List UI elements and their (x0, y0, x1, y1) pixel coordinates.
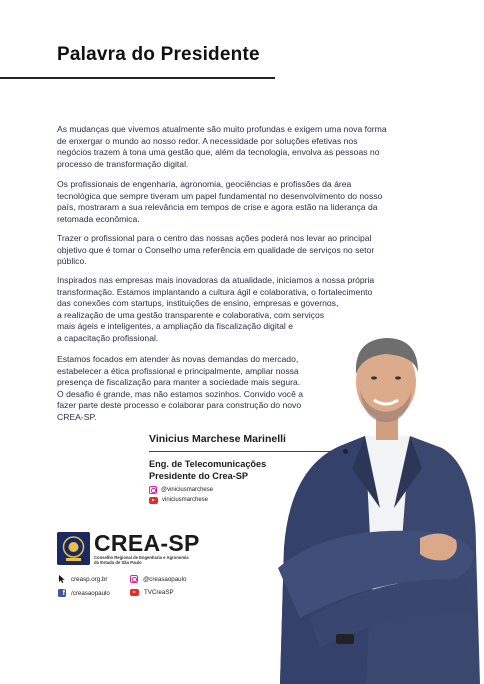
paragraph-line: CREA-SP. (57, 411, 97, 422)
website-link[interactable] (58, 575, 107, 583)
paragraph-line: retomada econômica. (57, 213, 140, 224)
page-title: Palavra do Presidente (57, 44, 260, 65)
youtube-handle: viniciusmarchese (162, 497, 209, 504)
paragraph-line: processo de transformação digital. (57, 158, 189, 169)
logo-subtitle-2: do Estado de São Paulo (94, 560, 142, 565)
paragraph-2 (57, 179, 433, 225)
paragraph-line: das conexões com startups, instituições de ensino, empresas e governos, (57, 298, 339, 309)
signature-divider (149, 451, 347, 452)
paragraph-line: país, mostraram a sua relevância em tempos de crise e agora estão na liderança da (57, 202, 378, 213)
paragraph-line: Os profissionais de engenharia, agronomia, geociências e profissões da área (57, 179, 352, 189)
crea-seal-icon (57, 532, 90, 565)
youtube-icon (130, 589, 139, 596)
president-instagram[interactable] (149, 486, 213, 494)
paragraph-line: estabelecer a ética profissional e principalmente, ampliar nossa (57, 365, 299, 376)
paragraph-line: a capacitação profissional. (57, 332, 159, 343)
instagram-handle: @viniciusmarchese (161, 487, 214, 493)
paragraph-line: fazer parte deste processo e colaborar para construção do novo (57, 400, 302, 411)
crea-facebook-link[interactable] (58, 589, 110, 597)
cursor-icon (58, 575, 66, 583)
paragraph-line: negócios trazem à tona uma gestão que, além da tecnologia, envolva as pessoas no (57, 147, 380, 158)
paragraph-line: Estamos focados em atender às novas demandas do mercado, (57, 354, 299, 364)
paragraph-line: objetivo que é tornar o Conselho uma referência em qualidade de serviços no setor (57, 244, 375, 255)
crea-sp-logo (57, 531, 200, 565)
role-line-2: Presidente do Crea-SP (149, 470, 249, 481)
paragraph-line: presença de fiscalização para manter a sociedade mais segura. (57, 377, 301, 388)
paragraph-line: transformação. Estamos implantando a cultura ágil e colaborativa, o fortalecimento (57, 286, 373, 297)
paragraph-line: As mudanças que vivemos atualmente são muito profundas e exigem uma nova forma (57, 124, 387, 134)
crea-instagram-text: @creasaopaulo (143, 575, 187, 583)
paragraph-1 (57, 124, 433, 170)
youtube-icon (149, 497, 158, 504)
paragraph-line: a realização de uma gestão transparente e colaborativa, com serviços (57, 309, 325, 320)
paragraph-line: tecnológica que sempre tiveram um papel fundamental no desenvolvimento do nosso (57, 190, 383, 201)
paragraph-3 (57, 233, 433, 268)
president-portrait (270, 318, 484, 684)
paragraph-line: Trazer o profissional para o centro das nossas ações poderá nos levar ao principal (57, 233, 372, 243)
signature-dot (343, 449, 348, 454)
paragraph-line: Inspirados nas empresas mais inovadoras da atualidade, iniciamos a nossa própria (57, 275, 375, 285)
president-role (149, 459, 266, 482)
title-divider (0, 77, 275, 79)
website-text: creasp.org.br (71, 575, 108, 583)
logo-wordmark: CREA-SP (94, 530, 200, 556)
president-youtube[interactable] (149, 497, 208, 504)
crea-instagram-link[interactable] (130, 575, 186, 583)
paragraph-line: O desafio é grande, mas não estamos sozinhos. Convido você a (57, 388, 304, 399)
role-line-1: Eng. de Telecomunicações (149, 459, 267, 469)
instagram-icon (149, 486, 157, 494)
paragraph-line: de enxergar o mundo ao nosso redor. A necessidade por soluções efetivas nos (57, 135, 358, 146)
crea-facebook-text: /creasaopaulo (71, 589, 110, 597)
crea-youtube-text: TVCreaSP (144, 589, 174, 596)
facebook-icon: f (58, 589, 66, 597)
paragraph-line: público. (57, 256, 87, 267)
president-name: Vinicius Marchese Marinelli (149, 433, 286, 445)
instagram-icon (130, 575, 138, 583)
paragraph-line: mais ágeis e inteligentes, a ampliação da fiscalização digital e (57, 321, 293, 332)
logo-subtitle-1: Conselho Regional de Engenharia e Agronomia (94, 555, 189, 560)
crea-youtube-link[interactable] (130, 589, 174, 596)
